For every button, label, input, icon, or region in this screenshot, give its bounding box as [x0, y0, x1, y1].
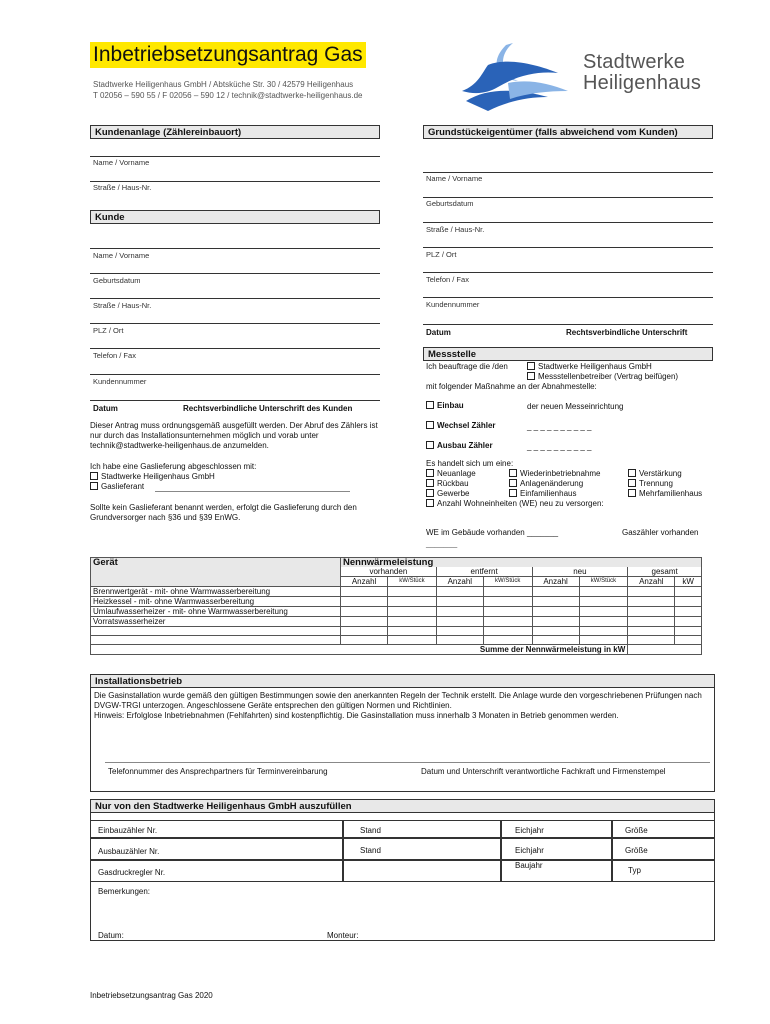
stadtwerke-header: Nur von den Stadtwerke Heiligenhaus GmbH auszufüllen	[90, 799, 715, 813]
grundversorger-text: Sollte kein Gaslieferant benannt werden, erfolgt die Gaslieferung durch den Grundversorger nach §36 und §39 EnWG.	[90, 503, 357, 522]
gesamt-header: gesamt	[628, 567, 702, 577]
option-einbau[interactable]: Einbau	[426, 401, 464, 410]
col-anzahl: Anzahl	[628, 577, 675, 587]
gas-option-lieferant[interactable]: Gaslieferant	[90, 482, 144, 491]
checkbox-icon[interactable]	[628, 479, 636, 487]
checkbox-icon[interactable]	[509, 469, 517, 477]
table-row: Umlaufwasserheizer - mit- ohne Warmwasserbereitung	[91, 607, 702, 617]
eichjahr-label: Eichjahr	[515, 826, 544, 835]
eigentuemer-name-line[interactable]	[423, 172, 713, 173]
stadtwerke-logo-icon	[458, 35, 576, 113]
option-rueckbau[interactable]: Rückbau	[426, 479, 476, 489]
gasdruck-label: Gasdruckregler Nr.	[98, 868, 166, 877]
col-kw-stueck: kW/Stück	[483, 577, 532, 587]
table-row: Brennwertgerät - mit- ohne Warmwasserbereitung	[91, 587, 702, 597]
kunde-signature-line[interactable]	[90, 400, 380, 401]
company-address: Stadtwerke Heiligenhaus GmbH / Abtsküche Str. 30 / 42579 Heiligenhaus T 02056 – 590 55 / F 02056 – 590 12 / technik@stadtwerke-heiligenhaus.de	[93, 80, 363, 100]
eigentuemer-street-label: Straße / Haus-Nr.	[426, 225, 485, 234]
kunde-street-line[interactable]	[90, 298, 380, 299]
checkbox-icon[interactable]	[628, 469, 636, 477]
eigentuemer-birth-label: Geburtsdatum	[426, 199, 474, 208]
gas-intro: Ich habe eine Gaslieferung abgeschlossen mit:	[90, 462, 257, 471]
eigentuemer-header: Grundstückeigentümer (falls abweichend vom Kunden)	[423, 125, 713, 139]
col-kw-stueck: kW/Stück	[388, 577, 437, 587]
kunde-header: Kunde	[90, 210, 380, 224]
eigentuemer-signature-line[interactable]	[423, 324, 713, 325]
checkbox-icon[interactable]	[509, 489, 517, 497]
col-kw: kW	[675, 577, 702, 587]
checkbox-icon[interactable]	[426, 489, 434, 497]
einbauzaehler-label: Einbauzähler Nr.	[98, 826, 158, 835]
eigentuemer-street-line[interactable]	[423, 222, 713, 223]
installation-phone-label: Telefonnummer des Ansprechpartners für Terminvereinbarung	[108, 767, 328, 776]
datum-label[interactable]: Datum:	[98, 931, 124, 940]
nenn-header: Nennwärmeleistung	[341, 558, 702, 568]
installation-hinweis: Hinweis: Erfolglose Inbetriebnahmen (Fehlfahrten) sind kostenpflichtig. Die Gasinstallation muss innerhalb 3 Monaten in Betrieb genommen werden.	[94, 711, 619, 720]
option-ausbau[interactable]: Ausbau Zähler	[426, 441, 493, 450]
option-neuanlage[interactable]: Neuanlage	[426, 469, 476, 479]
gaszaehler-text: Gaszähler vorhanden	[622, 528, 699, 537]
installation-signature-line[interactable]	[105, 762, 710, 763]
col-anzahl: Anzahl	[341, 577, 388, 587]
gaslieferant-line[interactable]	[155, 491, 350, 492]
option-wechsel[interactable]: Wechsel Zähler	[426, 421, 496, 430]
installation-signature-label: Datum und Unterschrift verantwortliche Fachkraft und Firmenstempel	[421, 767, 666, 776]
checkbox-icon[interactable]	[90, 482, 98, 490]
checkbox-icon[interactable]	[509, 479, 517, 487]
eigentuemer-name-label: Name / Vorname	[426, 174, 483, 183]
einbau-text: der neuen Messeinrichtung	[527, 402, 624, 411]
messstelle-option-mb[interactable]: Messstellenbetreiber (Vertrag beifügen)	[527, 372, 678, 381]
es-handelt-text: Es handelt sich um eine:	[426, 459, 514, 468]
kundenanlage-street-line[interactable]	[90, 181, 380, 182]
typ-label: Typ	[628, 866, 641, 875]
table-row: Vorratswasserheizer	[91, 617, 702, 627]
nennwaerme-table	[90, 557, 702, 655]
gaszaehler-blank[interactable]: _______	[426, 539, 458, 548]
kundenanlage-name-label: Name / Vorname	[93, 158, 150, 167]
checkbox-icon[interactable]	[527, 372, 535, 380]
summe-row	[91, 645, 702, 655]
checkbox-icon[interactable]	[90, 472, 98, 480]
kundenanlage-name-line[interactable]	[90, 156, 380, 157]
footer-text: Inbetriebsetzungsantrag Gas 2020	[90, 991, 213, 1000]
anlage-type-col1	[426, 469, 476, 499]
kunde-plz-line[interactable]	[90, 323, 380, 324]
option-mehrfamilienhaus[interactable]: Mehrfamilienhaus	[628, 489, 702, 499]
eigentuemer-plz-line[interactable]	[423, 247, 713, 248]
eigentuemer-number-line[interactable]	[423, 297, 713, 298]
monteur-label[interactable]: Monteur:	[327, 931, 359, 940]
bemerkungen-label[interactable]: Bemerkungen:	[98, 887, 151, 896]
kunde-birth-line[interactable]	[90, 273, 380, 274]
groesse-label: Größe	[625, 826, 648, 835]
messstelle-header: Messstelle	[423, 347, 713, 361]
checkbox-icon[interactable]	[426, 469, 434, 477]
table-row: Heizkessel - mit- ohne Warmwasserbereitung	[91, 597, 702, 607]
we-gebaeude-text[interactable]: WE im Gebäude vorhanden _______	[426, 528, 559, 537]
ausbauzaehler-label: Ausbauzähler Nr.	[98, 847, 160, 856]
eigentuemer-signature-label: Rechtsverbindliche Unterschrift	[566, 328, 688, 337]
eichjahr2-label: Eichjahr	[515, 846, 544, 855]
kunde-number-label: Kundennummer	[93, 377, 147, 386]
kunde-phone-label: Telefon / Fax	[93, 351, 136, 360]
col-kw-stueck: kW/Stück	[579, 577, 628, 587]
gas-option-stadtwerke[interactable]: Stadtwerke Heiligenhaus GmbH	[90, 472, 215, 481]
empty-cell[interactable]	[343, 860, 501, 882]
eigentuemer-datum-label: Datum	[426, 328, 451, 337]
logo-text: Stadtwerke Heiligenhaus	[583, 51, 702, 94]
eigentuemer-phone-line[interactable]	[423, 272, 713, 273]
kunde-number-line[interactable]	[90, 374, 380, 375]
massnahme-text: mit folgender Maßnahme an der Abnahmestelle:	[426, 382, 597, 391]
option-anlagenaenderung[interactable]: Anlagenänderung	[509, 479, 601, 489]
kunde-street-label: Straße / Haus-Nr.	[93, 301, 152, 310]
checkbox-icon[interactable]	[426, 421, 434, 429]
option-trennung[interactable]: Trennung	[628, 479, 702, 489]
stand-label: Stand	[360, 826, 381, 835]
kunde-birth-label: Geburtsdatum	[93, 276, 141, 285]
eigentuemer-phone-label: Telefon / Fax	[426, 275, 469, 284]
option-gewerbe[interactable]: Gewerbe	[426, 489, 476, 499]
neu-header: neu	[532, 567, 628, 577]
summe-value[interactable]	[628, 645, 702, 655]
groesse2-label: Größe	[625, 846, 648, 855]
eigentuemer-plz-label: PLZ / Ort	[426, 250, 457, 259]
checkbox-icon[interactable]	[426, 499, 434, 507]
geraet-header: Gerät	[91, 558, 341, 587]
kunde-phone-line[interactable]	[90, 348, 380, 349]
entfernt-header: entfernt	[436, 567, 532, 577]
checkbox-icon[interactable]	[628, 489, 636, 497]
table-row	[91, 636, 702, 645]
kundenanlage-header: Kundenanlage (Zählereinbauort)	[90, 125, 380, 139]
col-anzahl: Anzahl	[436, 577, 483, 587]
eigentuemer-number-label: Kundennummer	[426, 300, 480, 309]
option-wiederinbetriebnahme[interactable]: Wiederinbetriebnahme	[509, 469, 601, 479]
option-verstaerkung[interactable]: Verstärkung	[628, 469, 702, 479]
option-einfamilienhaus[interactable]: Einfamilienhaus	[509, 489, 601, 499]
checkbox-icon[interactable]	[426, 401, 434, 409]
kunde-info-text: Dieser Antrag muss ordnungsgemäß ausgefüllt werden. Der Abruf des Zählers ist nur durch das Installationsunternehmen möglich und vorab unter technik@stadtwerke-heiligenhaus.de anzumelden.	[90, 421, 378, 450]
eigentuemer-birth-line[interactable]	[423, 197, 713, 198]
anlage-type-col2	[509, 469, 601, 499]
messstelle-option-stadtwerke[interactable]: Stadtwerke Heiligenhaus GmbH	[527, 362, 652, 371]
kundenanlage-street-label: Straße / Haus-Nr.	[93, 183, 152, 192]
checkbox-icon[interactable]	[426, 441, 434, 449]
anlage-type-col3	[628, 469, 702, 499]
wechsel-blank[interactable]: _ _ _ _ _ _ _ _ _ _	[527, 422, 592, 431]
baujahr-label: Baujahr	[515, 861, 543, 870]
table-row	[91, 627, 702, 636]
stand2-label: Stand	[360, 846, 381, 855]
kunde-name-label: Name / Vorname	[93, 251, 150, 260]
page-title: Inbetriebsetzungsantrag Gas	[90, 42, 366, 68]
kunde-plz-label: PLZ / Ort	[93, 326, 124, 335]
beauftrage-text: Ich beauftrage die /den	[426, 362, 508, 371]
we-anzahl-row[interactable]: Anzahl Wohneinheiten (WE) neu zu versorgen:	[426, 499, 604, 508]
installation-text: Die Gasinstallation wurde gemäß den gültigen Bestimmungen sowie den anerkannten Regeln der Technik erstellt. Die Anlage wurde den vorgeschriebenen Prüfungen nach DVGW-TRGI unterzogen. Angeschlossene Geräte entsprechen den gültigen Normen und Richtlinien.	[94, 691, 702, 710]
checkbox-icon[interactable]	[527, 362, 535, 370]
checkbox-icon[interactable]	[426, 479, 434, 487]
kunde-name-line[interactable]	[90, 248, 380, 249]
vorhanden-header: vorhanden	[341, 567, 437, 577]
col-anzahl: Anzahl	[532, 577, 579, 587]
kunde-signature-label: Rechtsverbindliche Unterschrift des Kunden	[183, 404, 353, 413]
ausbau-blank[interactable]: _ _ _ _ _ _ _ _ _ _	[527, 442, 592, 451]
summe-label: Summe der Nennwärmeleistung in kW	[91, 645, 628, 655]
installation-header: Installationsbetrieb	[90, 674, 715, 688]
kunde-datum-label: Datum	[93, 404, 118, 413]
